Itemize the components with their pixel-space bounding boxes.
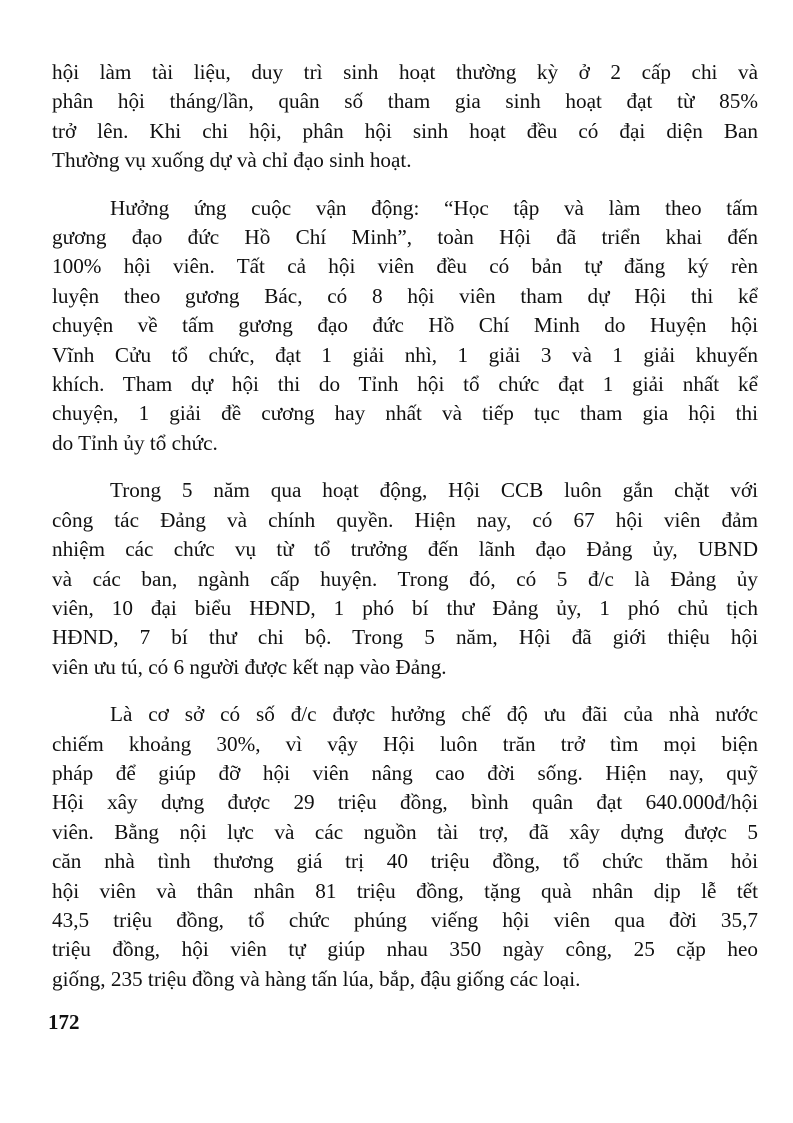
- paragraph-3: [52, 476, 758, 682]
- text-line: chiếm khoảng 30%, vì vậy Hội luôn trăn trở tìm mọi biện: [52, 731, 758, 756]
- text-line: công tác Đảng và chính quyền. Hiện nay, có 67 hội viên đảm: [52, 507, 758, 532]
- text-line: Là cơ sở có số đ/c được hưởng chế độ ưu đãi của nhà nước: [110, 702, 758, 727]
- page-number: 172: [48, 1010, 80, 1034]
- text-line: căn nhà tình thương giá trị 40 triệu đồng, tổ chức thăm hỏi: [52, 849, 758, 874]
- text-line: luyện theo gương Bác, có 8 hội viên tham dự Hội thi kể: [52, 283, 758, 308]
- text-line: khích. Tham dự hội thi do Tỉnh hội tổ chức đạt 1 giải nhất kể: [52, 372, 758, 397]
- text-line: Hưởng ứng cuộc vận động: “Học tập và làm theo tấm: [110, 195, 758, 220]
- text-line: viên ưu tú, có 6 người được kết nạp vào Đảng.: [52, 654, 447, 679]
- text-line: do Tỉnh ủy tổ chức.: [52, 430, 218, 455]
- text-line: nhiệm các chức vụ từ tổ trưởng đến lãnh đạo Đảng ủy, UBND: [52, 537, 758, 562]
- text-line: viên, 10 đại biểu HĐND, 1 phó bí thư Đảng ủy, 1 phó chủ tịch: [52, 595, 758, 620]
- paragraph-2: [52, 194, 758, 459]
- text-line: pháp để giúp đỡ hội viên nâng cao đời sống. Hiện nay, quỹ: [52, 760, 758, 785]
- text-line: Trong 5 năm qua hoạt động, Hội CCB luôn gắn chặt với: [110, 478, 758, 503]
- text-line: HĐND, 7 bí thư chi bộ. Trong 5 năm, Hội đã giới thiệu hội: [52, 625, 758, 650]
- text-line: gương đạo đức Hồ Chí Minh”, toàn Hội đã triển khai đến: [52, 225, 758, 250]
- paragraph-1: [52, 58, 758, 176]
- text-line: triệu đồng, hội viên tự giúp nhau 350 ngày công, 25 cặp heo: [52, 937, 758, 962]
- text-line: giống, 235 triệu đồng và hàng tấn lúa, bắp, đậu giống các loại.: [52, 966, 581, 991]
- text-line: chuyện, 1 giải đề cương hay nhất và tiếp tục tham gia hội thi: [52, 401, 758, 426]
- text-line: 43,5 triệu đồng, tổ chức phúng viếng hội viên qua đời 35,7: [52, 907, 758, 932]
- text-line: 100% hội viên. Tất cả hội viên đều có bản tự đăng ký rèn: [52, 254, 758, 279]
- text-line: viên. Bằng nội lực và các nguồn tài trợ, đã xây dựng được 5: [52, 819, 758, 844]
- text-line: Hội xây dựng được 29 triệu đồng, bình quân đạt 640.000đ/hội: [52, 790, 758, 815]
- text-line: chuyện về tấm gương đạo đức Hồ Chí Minh do Huyện hội: [52, 313, 758, 338]
- text-line: hội làm tài liệu, duy trì sinh hoạt thường kỳ ở 2 cấp chi và: [52, 60, 758, 84]
- paragraph-4: [52, 700, 758, 994]
- text-line: Vĩnh Cửu tổ chức, đạt 1 giải nhì, 1 giải 3 và 1 giải khuyến: [52, 342, 758, 367]
- text-line: trở lên. Khi chi hội, phân hội sinh hoạt đều có đại diện Ban: [52, 118, 758, 143]
- text-line: Thường vụ xuống dự và chỉ đạo sinh hoạt.: [52, 148, 412, 173]
- page-body: [52, 58, 758, 994]
- text-line: hội viên và thân nhân 81 triệu đồng, tặng quà nhân dịp lễ tết: [52, 878, 758, 903]
- text-line: và các ban, ngành cấp huyện. Trong đó, có 5 đ/c là Đảng ủy: [52, 566, 758, 591]
- text-line: phân hội tháng/lần, quân số tham gia sinh hoạt đạt từ 85%: [52, 89, 758, 114]
